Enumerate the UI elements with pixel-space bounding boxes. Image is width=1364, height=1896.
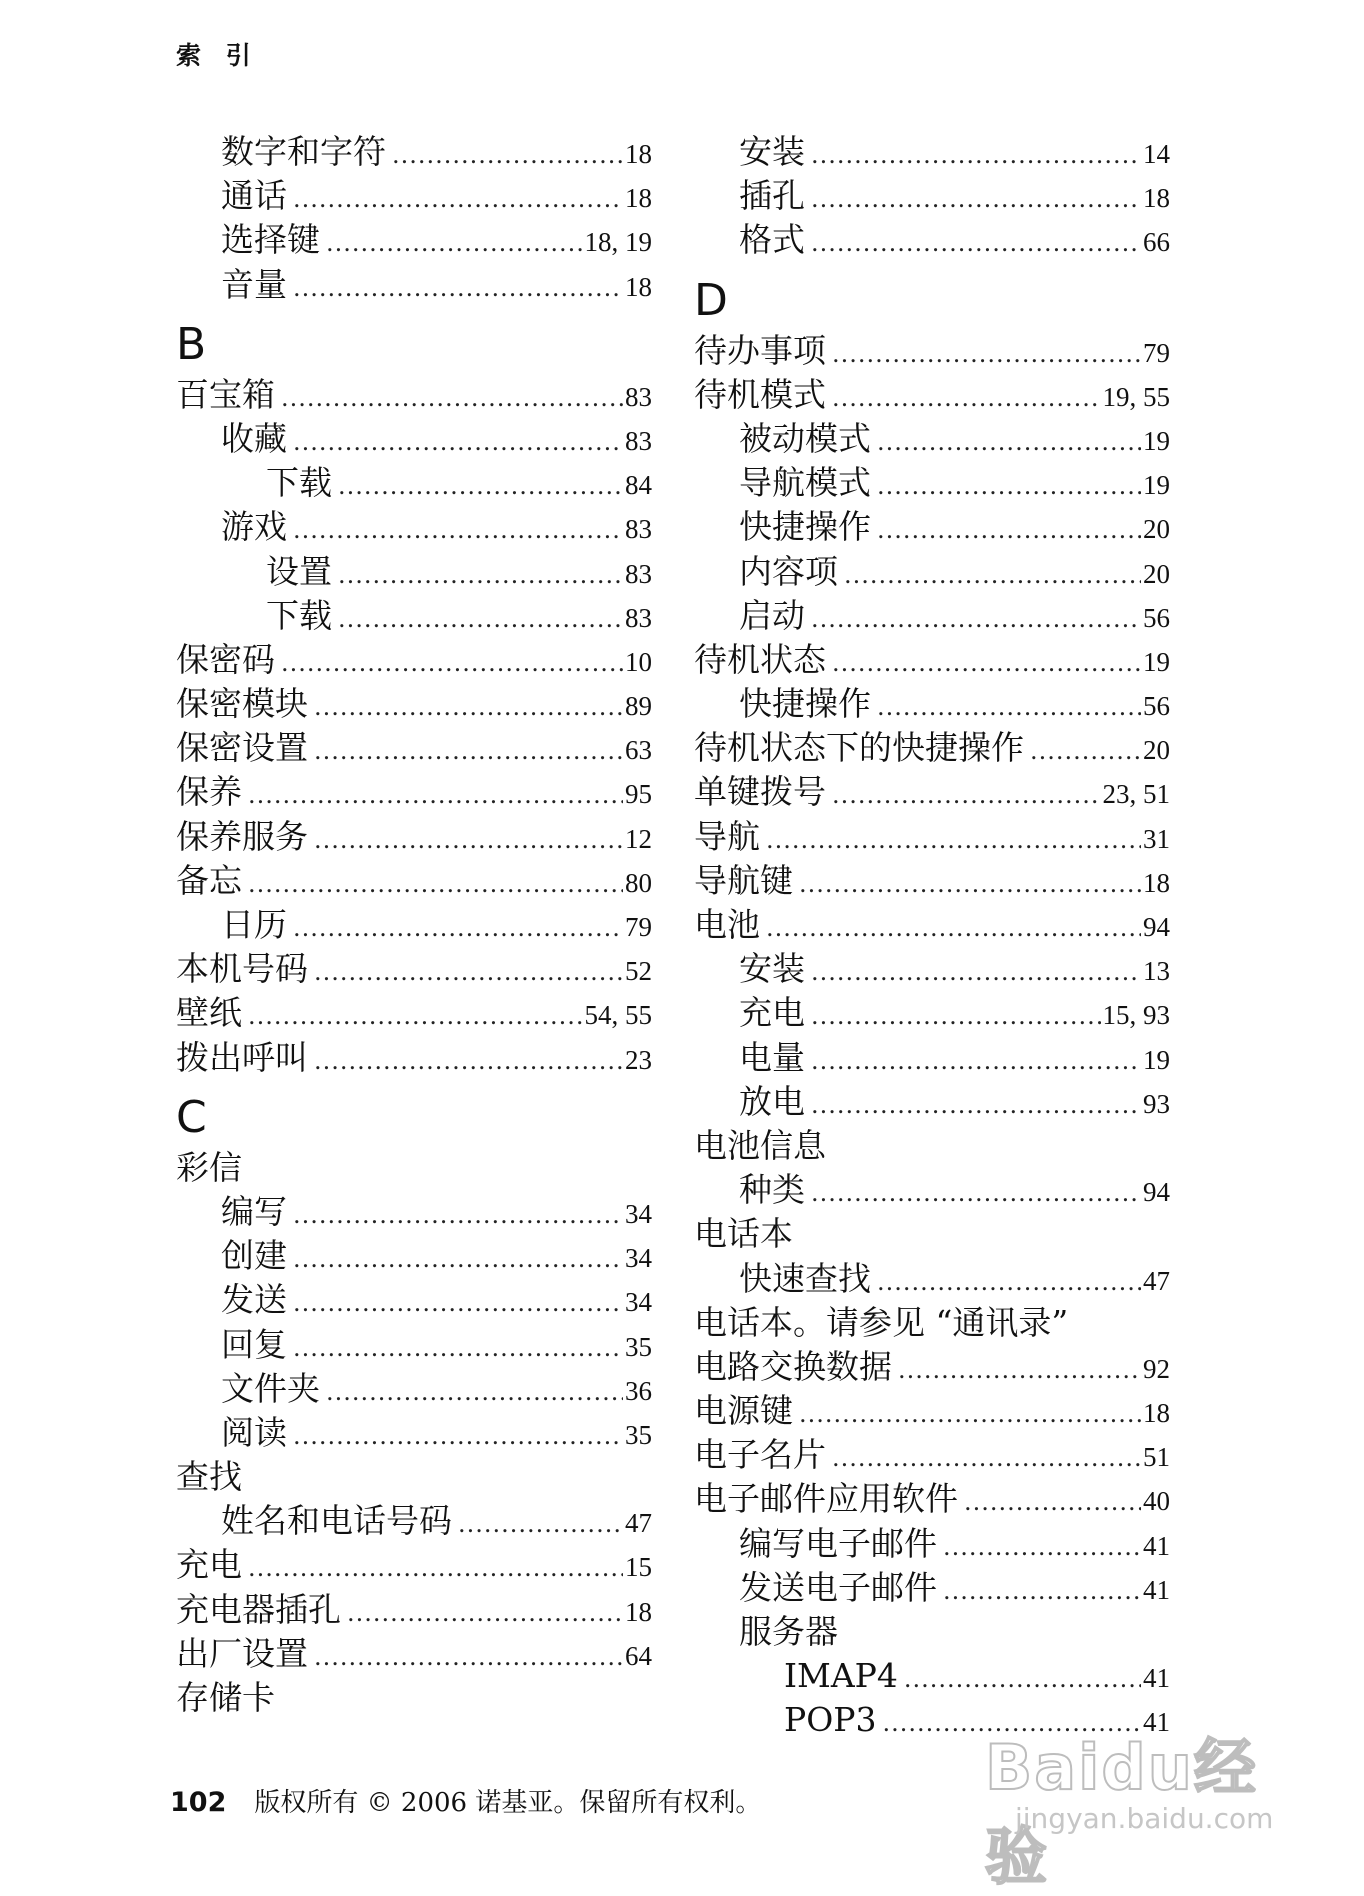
index-entry <box>176 1190 652 1234</box>
page-reference: 18 <box>625 139 652 169</box>
dot-leader <box>811 950 1141 994</box>
index-entry <box>694 373 1170 417</box>
dot-leader <box>877 1260 1141 1304</box>
index-entry <box>176 1234 652 1278</box>
dot-leader <box>943 1525 1141 1569</box>
page-reference: 41 <box>1143 1707 1170 1738</box>
page-reference: 20 <box>1143 514 1170 545</box>
index-entry <box>176 682 652 726</box>
index-term: 出厂设置 <box>176 1633 308 1673</box>
index-entry <box>694 550 1170 594</box>
dot-leader <box>392 133 623 177</box>
page-reference: 56 <box>1143 602 1170 633</box>
index-entry <box>694 1212 1170 1256</box>
dot-leader <box>293 1326 623 1370</box>
page-reference: 41 <box>1143 1530 1170 1561</box>
index-term: 选择键 <box>221 220 320 260</box>
index-entry <box>694 770 1170 814</box>
page-reference: 20 <box>1143 558 1170 589</box>
index-column-right <box>694 130 1170 1743</box>
dot-leader <box>832 641 1141 685</box>
dot-leader <box>811 597 1141 641</box>
page-reference: 20 <box>1143 735 1170 766</box>
page-reference: 19 <box>1143 470 1170 501</box>
index-entry <box>694 505 1170 549</box>
index-entry <box>176 373 652 417</box>
index-term: 百宝箱 <box>176 374 275 414</box>
index-entry <box>694 638 1170 682</box>
page-reference: 34 <box>625 1287 652 1318</box>
section-letter: C <box>176 1091 207 1143</box>
index-term: 电池 <box>694 905 760 944</box>
index-term: IMAP4 <box>784 1656 898 1696</box>
page-reference: 83 <box>625 425 652 456</box>
index-term: 发送电子邮件 <box>739 1567 937 1607</box>
index-term: 被动模式 <box>739 418 871 458</box>
page-reference: 35 <box>625 1331 652 1362</box>
index-entry <box>694 991 1170 1035</box>
index-entry <box>694 1522 1170 1566</box>
dot-leader <box>811 994 1101 1038</box>
page-reference: 19 <box>1143 425 1170 456</box>
page-reference: 83 <box>625 558 652 589</box>
index-term: 回复 <box>221 1324 287 1364</box>
index-term: 导航 <box>694 816 760 856</box>
index-entry <box>176 417 652 461</box>
dot-leader <box>832 1436 1141 1480</box>
index-entry <box>694 174 1170 218</box>
dot-leader <box>877 464 1141 508</box>
index-entry <box>176 770 652 814</box>
dot-leader <box>832 332 1141 376</box>
dot-leader <box>877 508 1141 552</box>
page-reference: 56 <box>1143 691 1170 722</box>
page-reference: 84 <box>625 470 652 501</box>
index-term: 安装 <box>739 949 805 989</box>
index-term: 保密设置 <box>176 728 308 768</box>
page-reference: 18 <box>1143 867 1170 898</box>
index-entry <box>694 1124 1170 1168</box>
page-reference: 13 <box>1143 956 1170 987</box>
index-term: 本机号码 <box>176 949 308 989</box>
copyright-notice: 版权所有 © 2006 诺基亚。保留所有权利。 <box>254 1788 762 1818</box>
index-entry <box>176 1367 652 1411</box>
dot-leader <box>314 1039 623 1083</box>
dot-leader <box>248 862 623 906</box>
index-entry <box>694 1566 1170 1610</box>
watermark-url: jingyan.baidu.com <box>1015 1802 1274 1835</box>
index-term: 待办事项 <box>694 330 826 370</box>
dot-leader <box>943 1569 1141 1613</box>
dot-leader <box>314 950 623 994</box>
index-entry <box>694 329 1170 373</box>
index-entry <box>176 815 652 859</box>
index-entry <box>176 594 652 638</box>
page-reference: 34 <box>625 1198 652 1229</box>
page-reference: 47 <box>625 1508 652 1539</box>
dot-leader <box>338 553 623 597</box>
index-entry <box>176 218 652 262</box>
dot-leader <box>458 1502 623 1546</box>
page-reference: 94 <box>1143 912 1170 942</box>
index-entry <box>694 1433 1170 1477</box>
dot-leader <box>293 1414 623 1458</box>
dot-leader <box>766 818 1141 862</box>
index-entry <box>176 1499 652 1543</box>
dot-leader <box>799 862 1141 906</box>
page-reference: 35 <box>625 1419 652 1450</box>
index-entry <box>176 1278 652 1322</box>
page-reference: 41 <box>1143 1574 1170 1605</box>
dot-leader <box>293 1281 623 1325</box>
dot-leader <box>248 773 623 817</box>
index-term: 待机状态 <box>694 639 826 679</box>
dot-leader <box>766 906 1141 950</box>
index-term: 发送 <box>221 1280 287 1320</box>
dot-leader <box>832 376 1101 420</box>
index-term: 充电器插孔 <box>176 1589 341 1629</box>
dot-leader <box>844 553 1141 597</box>
index-term: 数字和字符 <box>221 132 386 171</box>
page-reference: 23, 51 <box>1102 779 1170 810</box>
dot-leader <box>811 221 1141 265</box>
index-term: 设置 <box>266 551 332 591</box>
index-term: 电路交换数据 <box>694 1346 892 1386</box>
dot-leader <box>811 1039 1141 1083</box>
dot-leader <box>811 177 1141 221</box>
index-term: 日历 <box>221 905 287 944</box>
page-reference: 10 <box>625 646 652 677</box>
index-term: 电源键 <box>694 1391 793 1431</box>
index-term: 导航键 <box>694 860 793 900</box>
index-term: 文件夹 <box>221 1368 320 1408</box>
page-reference: 15 <box>625 1552 652 1583</box>
page-reference: 83 <box>625 381 652 412</box>
page-reference: 36 <box>625 1375 652 1406</box>
index-entry <box>694 1168 1170 1212</box>
page-reference: 89 <box>625 691 652 722</box>
page-reference: 40 <box>1143 1486 1170 1517</box>
index-entry <box>694 1345 1170 1389</box>
index-term: 姓名和电话号码 <box>221 1501 452 1541</box>
index-entry <box>694 218 1170 262</box>
page-reference: 18 <box>1143 1398 1170 1429</box>
dot-leader <box>799 1392 1141 1436</box>
dot-leader <box>811 1083 1141 1127</box>
index-term: 插孔 <box>739 176 805 216</box>
index-term: 启动 <box>739 595 805 635</box>
index-term: 音量 <box>221 264 287 304</box>
dot-leader <box>293 906 623 950</box>
index-entry <box>694 682 1170 726</box>
index-entry <box>694 815 1170 859</box>
running-header: 索 引 <box>176 41 259 70</box>
page-number: 102 <box>170 1787 227 1818</box>
index-entry <box>694 1036 1170 1080</box>
index-entry <box>694 726 1170 770</box>
index-entry <box>176 1411 652 1455</box>
index-entry <box>176 461 652 505</box>
index-entry <box>694 1301 1170 1345</box>
index-entry <box>176 1146 652 1190</box>
page-reference: 95 <box>625 779 652 810</box>
index-entry <box>176 1588 652 1632</box>
dot-leader <box>293 266 623 310</box>
index-term: 通话 <box>221 176 287 216</box>
index-entry <box>176 1543 652 1587</box>
index-term: 格式 <box>739 220 805 260</box>
page-reference: 19, 55 <box>1102 381 1170 412</box>
dot-leader <box>281 376 623 420</box>
index-term: 导航模式 <box>739 463 871 503</box>
dot-leader <box>898 1348 1141 1392</box>
page-reference: 18 <box>1143 183 1170 214</box>
index-term: 电量 <box>739 1037 805 1077</box>
index-term: 游戏 <box>221 507 287 547</box>
dot-leader <box>293 177 623 221</box>
page-reference: 79 <box>1143 337 1170 368</box>
dot-leader <box>314 1635 623 1679</box>
page-reference: 83 <box>625 602 652 633</box>
index-entry <box>176 263 652 307</box>
index-term: 存储卡 <box>176 1678 275 1717</box>
index-term: 查找 <box>176 1457 242 1497</box>
index-term: 电子名片 <box>694 1435 826 1475</box>
page-reference: 23 <box>625 1044 652 1075</box>
index-term: 编写 <box>221 1191 287 1231</box>
index-term: 收藏 <box>221 418 287 458</box>
dot-leader <box>1030 729 1141 773</box>
index-term: 下载 <box>266 463 332 503</box>
dot-leader <box>314 818 623 862</box>
index-term: 电话本。请参见 “通讯录” <box>694 1302 1069 1342</box>
page-reference: 80 <box>625 867 652 898</box>
page-reference: 47 <box>1143 1265 1170 1296</box>
index-entry <box>694 1389 1170 1433</box>
index-entry <box>176 638 652 682</box>
dot-leader <box>293 1193 623 1237</box>
index-term: 下载 <box>266 595 332 635</box>
index-term: 壁纸 <box>176 993 242 1033</box>
index-term: 保养服务 <box>176 816 308 856</box>
index-entry <box>176 1676 652 1720</box>
index-term: 保密模块 <box>176 684 308 724</box>
section-letter: D <box>694 274 728 326</box>
index-term: 待机模式 <box>694 374 826 414</box>
page-reference: 34 <box>625 1243 652 1274</box>
index-term: 待机状态下的快捷操作 <box>694 728 1024 768</box>
index-entry <box>176 130 652 174</box>
index-term: 单键拨号 <box>694 772 826 812</box>
index-term: 种类 <box>739 1170 805 1210</box>
index-entry <box>694 1257 1170 1301</box>
index-term: 阅读 <box>221 1412 287 1452</box>
page-reference: 63 <box>625 735 652 766</box>
dot-leader <box>281 641 623 685</box>
dot-leader <box>877 420 1141 464</box>
index-term: 快速查找 <box>739 1258 871 1298</box>
index-term: 快捷操作 <box>739 507 871 547</box>
index-term: 快捷操作 <box>739 684 871 724</box>
dot-leader <box>347 1591 623 1635</box>
page-reference: 19 <box>1143 646 1170 677</box>
index-entry <box>694 461 1170 505</box>
index-entry <box>694 1080 1170 1124</box>
index-entry <box>176 903 652 947</box>
index-entry <box>694 1654 1170 1698</box>
page-reference: 41 <box>1143 1663 1170 1694</box>
dot-leader <box>811 1171 1141 1215</box>
dot-leader <box>964 1480 1141 1524</box>
page-reference: 18, 19 <box>584 227 652 258</box>
dot-leader <box>314 729 623 773</box>
page-reference: 14 <box>1143 139 1170 169</box>
page-reference: 18 <box>625 1596 652 1627</box>
index-entry <box>176 550 652 594</box>
dot-leader <box>326 221 583 265</box>
page-reference: 19 <box>1143 1044 1170 1075</box>
dot-leader <box>293 1237 623 1281</box>
page-reference: 52 <box>625 956 652 987</box>
index-column-left <box>176 130 652 1720</box>
page-reference: 18 <box>625 183 652 214</box>
page-reference: 83 <box>625 514 652 545</box>
index-entry <box>694 859 1170 903</box>
index-entry <box>694 947 1170 991</box>
baidu-watermark <box>985 1718 1315 1893</box>
index-entry <box>176 174 652 218</box>
index-term: 彩信 <box>176 1147 242 1187</box>
index-term: 电话本 <box>694 1214 793 1254</box>
page-reference: 12 <box>625 823 652 854</box>
page-reference: 51 <box>1143 1442 1170 1473</box>
page-reference: 94 <box>1143 1177 1170 1208</box>
dot-leader <box>904 1657 1141 1701</box>
index-entry <box>694 130 1170 174</box>
index-entry <box>176 1036 652 1080</box>
index-entry <box>176 505 652 549</box>
dot-leader <box>314 685 623 729</box>
index-entry <box>694 417 1170 461</box>
dot-leader <box>811 133 1141 177</box>
index-entry <box>694 903 1170 947</box>
page-reference: 93 <box>1143 1088 1170 1119</box>
page-reference: 64 <box>625 1640 652 1671</box>
page-footer <box>170 1782 761 1819</box>
index-entry <box>176 859 652 903</box>
index-term: 编写电子邮件 <box>739 1523 937 1563</box>
dot-leader <box>293 508 623 552</box>
index-term: 保密码 <box>176 639 275 679</box>
index-term: 充电 <box>176 1545 242 1585</box>
index-term: 保养 <box>176 772 242 812</box>
page-reference: 31 <box>1143 823 1170 854</box>
index-term: 拨出呼叫 <box>176 1037 308 1077</box>
dot-leader <box>338 597 623 641</box>
index-entry <box>176 991 652 1035</box>
dot-leader <box>338 464 623 508</box>
index-entry <box>176 726 652 770</box>
index-term: 放电 <box>739 1081 805 1121</box>
dot-leader <box>832 773 1101 817</box>
index-entry <box>176 1455 652 1499</box>
index-term: 电池信息 <box>694 1125 826 1165</box>
dot-leader <box>248 994 583 1038</box>
index-term: 备忘 <box>176 860 242 900</box>
page-reference: 15, 93 <box>1102 1000 1170 1031</box>
index-entry <box>176 1632 652 1676</box>
index-entry <box>694 1610 1170 1654</box>
index-term: 内容项 <box>739 551 838 591</box>
index-term: 服务器 <box>739 1612 838 1651</box>
dot-leader <box>877 685 1141 729</box>
watermark-logo: Baidu经验 <box>985 1731 1258 1893</box>
section-letter: B <box>176 318 207 370</box>
index-term: 充电 <box>739 993 805 1033</box>
index-term: 安装 <box>739 132 805 171</box>
dot-leader <box>326 1370 623 1414</box>
index-term: 创建 <box>221 1236 287 1276</box>
index-entry <box>694 594 1170 638</box>
index-entry <box>176 1323 652 1367</box>
index-entry <box>694 1477 1170 1521</box>
page-reference: 66 <box>1143 227 1170 258</box>
page-reference: 92 <box>1143 1353 1170 1384</box>
dot-leader <box>293 420 623 464</box>
page-reference: 54, 55 <box>584 1000 652 1031</box>
index-term: POP3 <box>784 1700 877 1740</box>
index-term: 电子邮件应用软件 <box>694 1479 958 1519</box>
page-reference: 79 <box>625 912 652 942</box>
page-reference: 18 <box>625 271 652 302</box>
dot-leader <box>248 1546 623 1590</box>
index-entry <box>176 947 652 991</box>
